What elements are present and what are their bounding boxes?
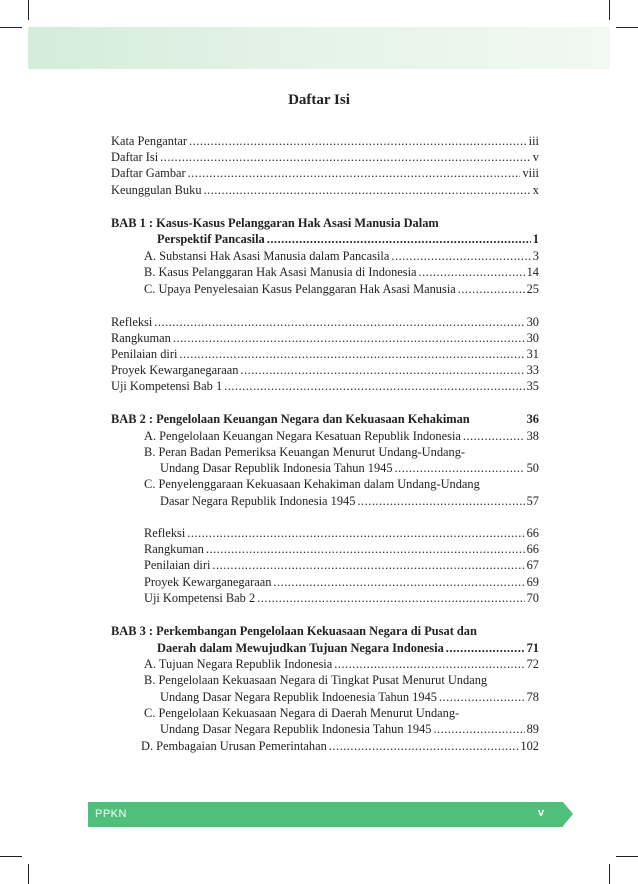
chapter-heading[interactable]: BAB 1 : Kasus-Kasus Pelanggaran Hak Asasi Manusia Dalam [111, 216, 439, 230]
toc-entry-continued[interactable]: Undang Dasar Negara Republik Indoenesia Tahun 1945 ..... 78 [160, 690, 539, 705]
page-title: Daftar Isi [288, 92, 350, 108]
toc-entry[interactable]: C. Pengelolaan Kekuasaan Negara di Daerah Menurut Undang- [144, 706, 460, 720]
toc-entry-label: Daftar Gambar [111, 166, 186, 180]
toc-entry[interactable]: C. Penyelenggaraan Kekuasaan Kehakiman dalam Undang-Undang [144, 477, 480, 491]
toc-entry-page: 1 [532, 232, 539, 246]
toc-entry[interactable]: B. Pengelolaan Kekuasaan Negara di Tingkat Pusat Menurut Undang [144, 673, 488, 687]
toc-entry-continued[interactable]: Undang Dasar Republik Indonesia Tahun 1945 ..... 50 [160, 461, 539, 476]
chapter-heading-continued[interactable]: Perspektif Pancasila ..... 1 [157, 232, 539, 247]
toc-entry[interactable] [111, 150, 539, 165]
chapter-heading[interactable]: BAB 2 : Pengelolaan Keuangan Negara dan Kekuasaan Kehakiman 36 [111, 412, 539, 426]
toc-entry-page: viii [522, 166, 539, 180]
toc-entry[interactable]: Rangkuman ..... 30 [111, 331, 539, 346]
toc-entry[interactable] [111, 166, 539, 181]
toc-entry[interactable]: Proyek Kewarganegaraan ..... 69 [144, 575, 539, 590]
page-number: v [538, 807, 545, 819]
toc-entry[interactable]: Rangkuman ..... 66 [144, 542, 539, 557]
toc-entry[interactable]: A. Pengelolaan Keuangan Negara Kesatuan Republik Indonesia ..... 38 [144, 429, 539, 444]
toc-entry[interactable]: B. Peran Badan Pemeriksa Keuangan Menurut Undang-Undang- [144, 445, 466, 459]
toc-entry[interactable]: Uji Kompetensi Bab 1 ..... 35 [111, 379, 539, 394]
toc-entry[interactable]: Uji Kompetensi Bab 2 ..... 70 [144, 591, 539, 606]
toc-entry-page: iii [528, 134, 539, 148]
toc-entry-page: x [532, 183, 539, 197]
toc-entry-continued[interactable]: Dasar Negara Republik Indonesia 1945 ..... 57 [160, 494, 539, 509]
toc-entry[interactable]: Refleksi ..... 30 [111, 315, 539, 330]
chapter-heading-continued[interactable]: Daerah dalam Mewujudkan Tujuan Negara Indonesia ..... 71 [157, 641, 539, 656]
toc-entry[interactable]: Penilaian diri ..... 31 [111, 347, 539, 362]
toc-entry[interactable] [111, 183, 539, 198]
toc-entry[interactable]: A. Substansi Hak Asasi Manusia dalam Pancasila ..... 3 [144, 249, 539, 264]
footer-subject: PPKN [95, 808, 127, 820]
footer-band [88, 802, 563, 827]
toc-entry[interactable]: Proyek Kewarganegaraan ..... 33 [111, 363, 539, 378]
chapter-heading[interactable]: BAB 3 : Perkembangan Pengelolaan Kekuasaan Negara di Pusat dan [111, 624, 477, 638]
toc-entry[interactable]: A. Tujuan Negara Republik Indonesia ..... 72 [144, 657, 539, 672]
toc-entry-label: Kata Pengantar [111, 134, 188, 148]
toc-entry-continued[interactable]: Undang Dasar Negara Republik Indonesia Tahun 1945 ..... 89 [160, 722, 539, 737]
toc-entry-page: v [532, 150, 539, 164]
toc-entry[interactable]: Penilaian diri ..... 67 [144, 558, 539, 573]
toc-entry-label: Daftar Isi [111, 150, 159, 164]
toc-entry[interactable]: Refleksi ..... 66 [144, 526, 539, 541]
toc-entry[interactable] [111, 134, 539, 149]
toc-entry[interactable]: C. Upaya Penyelesaian Kasus Pelanggaran Hak Asasi Manusia ..... 25 [144, 282, 539, 297]
toc-entry-label: Keunggulan Buku [111, 183, 202, 197]
toc-entry[interactable]: D. Pembagaian Urusan Pemerintahan ..... 102 [141, 739, 539, 754]
toc-entry[interactable]: B. Kasus Pelanggaran Hak Asasi Manusia di Indonesia ..... 14 [144, 265, 539, 280]
